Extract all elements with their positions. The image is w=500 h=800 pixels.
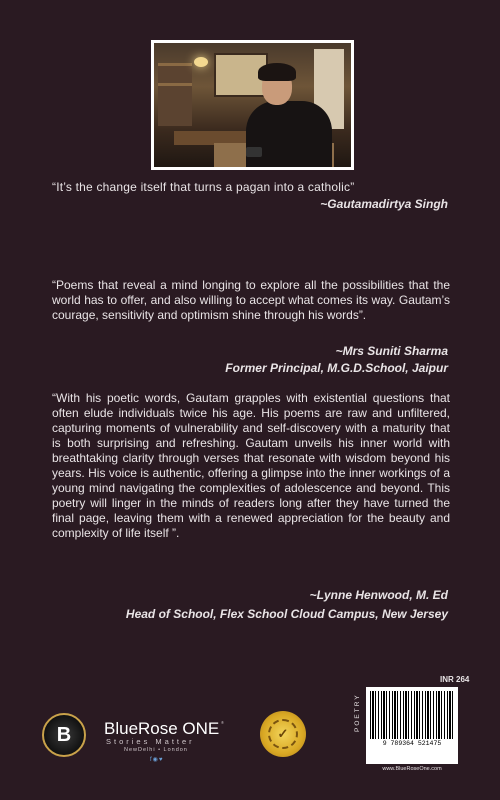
social-icons: f◉♥ <box>150 757 164 763</box>
publisher-name: BlueRose ONE <box>104 719 220 738</box>
testimonial-text: “With his poetic words, Gautam grapples with existential questions that often elude individuals twice his age. His poems are raw and unfiltered, capturing moments of vulnerability and self-discovery with a maturity that is both surprising and refreshing. Gautam unveils his inner world with breathtaking clarity through verses that resonate with wisdom beyond his years. His voice is authentic, offering a glimpse into the inner workings of a young mind navigating the complexities of adolescence and beyond. This poetry will linger in the minds of readers long after they have turned the final page, leaving them with a renewed appreciation for the beauty and complexity of life itself ”. <box>52 391 450 540</box>
epigraph-author: ~Gautamadirtya Singh <box>320 197 448 211</box>
testimonial-author-title: Head of School, Flex School Cloud Campus, New Jersey <box>125 607 448 621</box>
publisher-cities: NewDelhi • London <box>124 747 188 753</box>
genre-label: POETRY <box>354 693 361 732</box>
barcode-icon <box>366 687 458 764</box>
registered-mark: ® <box>221 720 224 725</box>
publisher-tagline: Stories Matter <box>106 737 195 746</box>
testimonial-text: “Poems that reveal a mind longing to explore all the possibilities that the world has to offer, and also willing to accept what comes its way. Gautam’s courage, sensitivity and optimism shine through his words”. <box>52 278 450 322</box>
testimonial-author-title: Former Principal, M.G.D.School, Jaipur <box>225 361 448 375</box>
isbn-number: 9 789364 521475 <box>382 740 442 747</box>
epigraph-quote: “It’s the change itself that turns a pagan into a catholic” <box>52 180 355 194</box>
award-seal-icon: ✓ <box>260 711 306 757</box>
testimonial-author: ~Mrs Suniti Sharma <box>335 344 448 358</box>
logo-letter: B <box>56 723 72 746</box>
bluerose-logo-icon <box>42 713 86 757</box>
price-label: INR 264 <box>440 675 470 684</box>
barcode-bars <box>370 691 454 739</box>
testimonial-author: ~Lynne Henwood, M. Ed <box>309 588 448 602</box>
publisher-website: www.BlueRoseOne.com <box>382 766 442 772</box>
author-photo <box>151 40 354 170</box>
